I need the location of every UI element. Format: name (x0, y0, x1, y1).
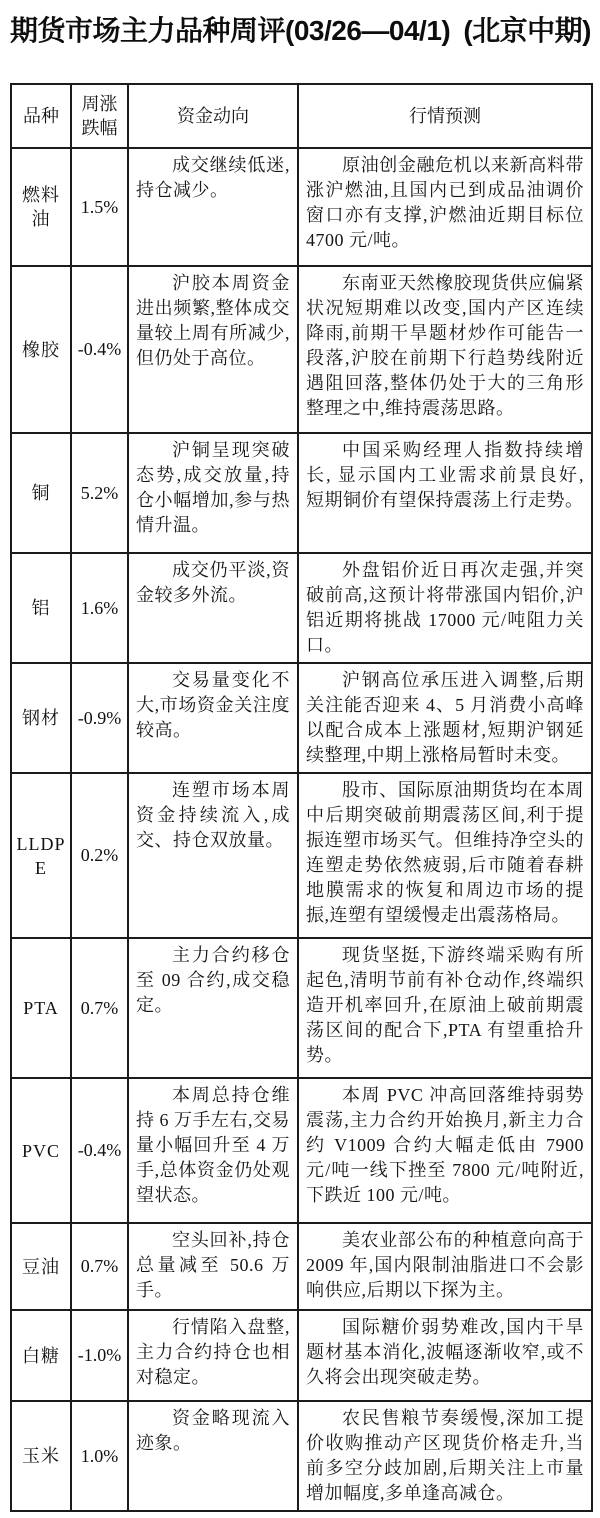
table-row-fuel-oil (11, 148, 592, 266)
funds-text: 主力合约移仓至 09 合约,成交稳定。 (136, 945, 290, 1015)
forecast-text: 原油创金融危机以来新高料带涨沪燃油,且国内已到成品油调价窗口亦有支撑,沪燃油近期目标位 4700 元/吨。 (306, 155, 584, 250)
variety-cell: 橡胶 (11, 266, 71, 433)
change-cell: 0.7% (71, 1223, 128, 1310)
variety-cell: 铝 (11, 553, 71, 663)
variety-cell: 钢材 (11, 663, 71, 773)
table-row-corn (11, 1401, 592, 1511)
funds-text: 沪铜呈现突破态势,成交放量,持仓小幅增加,参与热情升温。 (136, 440, 290, 535)
change-cell: 1.5% (71, 148, 128, 266)
col-header-weekly-change: 周涨跌幅 (71, 84, 128, 148)
variety-cell: PTA (11, 938, 71, 1078)
variety-cell: 豆油 (11, 1223, 71, 1310)
funds-cell (128, 1310, 298, 1401)
table-row-rubber (11, 266, 592, 433)
variety-cell: 铜 (11, 433, 71, 553)
table-row-soybean-oil (11, 1223, 592, 1310)
funds-text: 沪胶本周资金进出频繁,整体成交量较上周有所减少,但仍处于高位。 (136, 273, 290, 368)
forecast-cell (298, 1223, 592, 1310)
funds-cell (128, 1078, 298, 1223)
page-title (10, 12, 591, 50)
change-cell: -0.4% (71, 266, 128, 433)
variety-cell: LLDPE (11, 773, 71, 938)
forecast-text: 本周 PVC 冲高回落维持弱势震荡,主力合约开始换月,新主力合约 V1009 合约大幅走低由 7900 元/吨一线下挫至 7800 元/吨附近,下跌近 100 元/吨。 (306, 1085, 584, 1205)
forecast-cell (298, 148, 592, 266)
table-row-pta (11, 938, 592, 1078)
table-body (11, 148, 592, 1511)
funds-text: 空头回补,持仓总量减至 50.6 万手。 (136, 1230, 290, 1300)
forecast-cell (298, 773, 592, 938)
forecast-cell (298, 938, 592, 1078)
change-cell: 0.7% (71, 938, 128, 1078)
table-row-steel (11, 663, 592, 773)
funds-text: 资金略现流入迹象。 (136, 1408, 290, 1453)
col-header-funds-flow: 资金动向 (128, 84, 298, 148)
forecast-cell (298, 1310, 592, 1401)
forecast-cell (298, 663, 592, 773)
funds-cell (128, 773, 298, 938)
funds-text: 行情陷入盘整, 主力合约持仓也相对稳定。 (136, 1317, 290, 1387)
forecast-text: 沪钢高位承压进入调整,后期关注能否迎来 4、5 月消费小高峰以配合成本上涨题材,短期沪钢延续整理,中期上涨格局暂时未变。 (306, 670, 584, 765)
col-header-variety: 品种 (11, 84, 71, 148)
funds-cell (128, 148, 298, 266)
forecast-cell (298, 1078, 592, 1223)
change-cell: -1.0% (71, 1310, 128, 1401)
forecast-cell (298, 266, 592, 433)
table-row-pvc (11, 1078, 592, 1223)
forecast-cell (298, 433, 592, 553)
variety-cell: 玉米 (11, 1401, 71, 1511)
page-title-org: (北京中期) (463, 15, 591, 46)
funds-text: 交易量变化不大,市场资金关注度较高。 (136, 670, 290, 740)
funds-text: 连塑市场本周资金持续流入,成交、持仓双放量。 (136, 780, 290, 850)
variety-cell: 燃料油 (11, 148, 71, 266)
funds-cell (128, 433, 298, 553)
forecast-cell (298, 1401, 592, 1511)
funds-cell (128, 1401, 298, 1511)
forecast-text: 美农业部公布的种植意向高于 2009 年,国内限制油脂进口不会影响供应,后期以下探为主。 (306, 1230, 584, 1300)
forecast-text: 中国采购经理人指数持续增长, 显示国内工业需求前景良好, 短期铜价有望保持震荡上行走势。 (306, 440, 584, 510)
futures-weekly-review-table (10, 83, 593, 1512)
table-header (11, 84, 592, 148)
forecast-text: 股市、国际原油期货均在本周中后期突破前期震荡区间,利于提振连塑市场买气。但维持净空头的连塑走势依然疲弱,后市随着春耕地膜需求的恢复和周边市场的提振,连塑有望缓慢走出震荡格局。 (306, 780, 584, 925)
forecast-cell (298, 553, 592, 663)
col-header-forecast: 行情预测 (298, 84, 592, 148)
change-cell: 1.6% (71, 553, 128, 663)
table-row-aluminum (11, 553, 592, 663)
forecast-text: 国际糖价弱势难改,国内干旱题材基本消化,波幅逐渐收窄,或不久将会出现突破走势。 (306, 1317, 584, 1387)
variety-cell: PVC (11, 1078, 71, 1223)
change-cell: 5.2% (71, 433, 128, 553)
header-row (11, 84, 592, 148)
funds-cell (128, 553, 298, 663)
table-row-lldpe (11, 773, 592, 938)
change-cell: 1.0% (71, 1401, 128, 1511)
funds-text: 成交继续低迷,持仓减少。 (136, 155, 290, 200)
funds-cell (128, 938, 298, 1078)
variety-cell: 白糖 (11, 1310, 71, 1401)
change-cell: 0.2% (71, 773, 128, 938)
table-row-copper (11, 433, 592, 553)
forecast-text: 东南亚天然橡胶现货供应偏紧状况短期难以改变,国内产区连续降雨,前期干旱题材炒作可能告一段落,沪胶在前期下行趋势线附近遇阻回落,整体仍处于大的三角形整理之中,维持震荡思路。 (306, 273, 584, 418)
table-row-white-sugar (11, 1310, 592, 1401)
funds-cell (128, 1223, 298, 1310)
funds-cell (128, 266, 298, 433)
change-cell: -0.4% (71, 1078, 128, 1223)
change-cell: -0.9% (71, 663, 128, 773)
funds-cell (128, 663, 298, 773)
forecast-text: 外盘铝价近日再次走强,并突破前高,这预计将带涨国内铝价,沪铝近期将挑战 17000 元/吨阻力关口。 (306, 560, 584, 655)
funds-text: 成交仍平淡,资金较多外流。 (136, 560, 290, 605)
forecast-text: 现货坚挺,下游终端采购有所起色,清明节前有补仓动作,终端织造开机率回升,在原油上破前期震荡区间的配合下,PTA 有望重拾升势。 (306, 945, 584, 1065)
page-title-main: 期货市场主力品种周评(03/26—04/1) (10, 15, 451, 46)
forecast-text: 农民售粮节奏缓慢,深加工提价收购推动产区现货价格走升,当前多空分歧加剧,后期关注上市量增加幅度,多单逢高减仓。 (306, 1408, 584, 1503)
funds-text: 本周总持仓维持 6 万手左右,交易量小幅回升至 4 万手,总体资金仍处观望状态。 (136, 1085, 290, 1205)
